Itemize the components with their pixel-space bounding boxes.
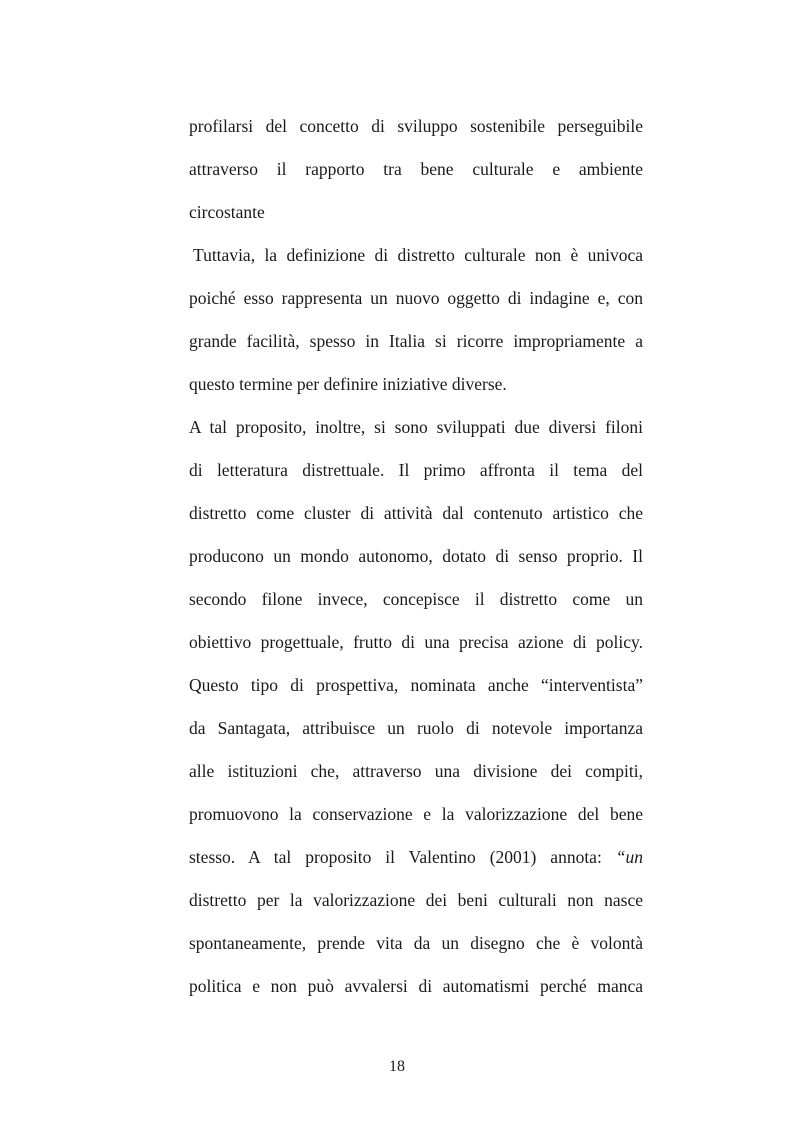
quote-opening: “un [615, 847, 643, 867]
text-line: questo termine per definire iniziative diverse. [189, 374, 507, 394]
text-line: Tuttavia, la definizione di distretto culturale non è univoca [193, 245, 643, 265]
text-line: promuovono la conservazione e la valorizzazione del bene [189, 804, 643, 824]
text-line-plain: stesso. A tal proposito il Valentino (2001) annota: [189, 847, 602, 867]
text-line: attraverso il rapporto tra bene culturale e ambiente [189, 159, 643, 179]
text-line: obiettivo progettuale, frutto di una precisa azione di policy. [189, 632, 643, 652]
text-line [189, 840, 643, 883]
text-line: Questo tipo di prospettiva, nominata anche “interventista” [189, 675, 643, 695]
text-line: producono un mondo autonomo, dotato di senso proprio. Il [189, 546, 643, 566]
page-number: 18 [389, 1058, 405, 1075]
text-line: spontaneamente, prende vita da un disegno che è volontà [189, 933, 643, 953]
text-line: grande facilità, spesso in Italia si ricorre impropriamente a [189, 331, 643, 351]
body-text [189, 109, 643, 1012]
text-line: alle istituzioni che, attraverso una divisione dei compiti, [189, 761, 643, 781]
text-line: di letteratura distrettuale. Il primo affronta il tema del [189, 460, 643, 480]
text-line: circostante [189, 202, 265, 222]
text-line: politica e non può avvalersi di automatismi perché manca [189, 976, 643, 996]
text-line: A tal proposito, inoltre, si sono sviluppati due diversi filoni [189, 417, 643, 437]
text-line: distretto come cluster di attività dal contenuto artistico che [189, 503, 643, 523]
text-line: poiché esso rappresenta un nuovo oggetto di indagine e, con [189, 288, 643, 308]
text-line: distretto per la valorizzazione dei beni culturali non nasce [189, 890, 643, 910]
text-line: da Santagata, attribuisce un ruolo di notevole importanza [189, 718, 643, 738]
text-line: secondo filone invece, concepisce il distretto come un [189, 589, 643, 609]
text-line: profilarsi del concetto di sviluppo sostenibile perseguibile [189, 116, 643, 136]
